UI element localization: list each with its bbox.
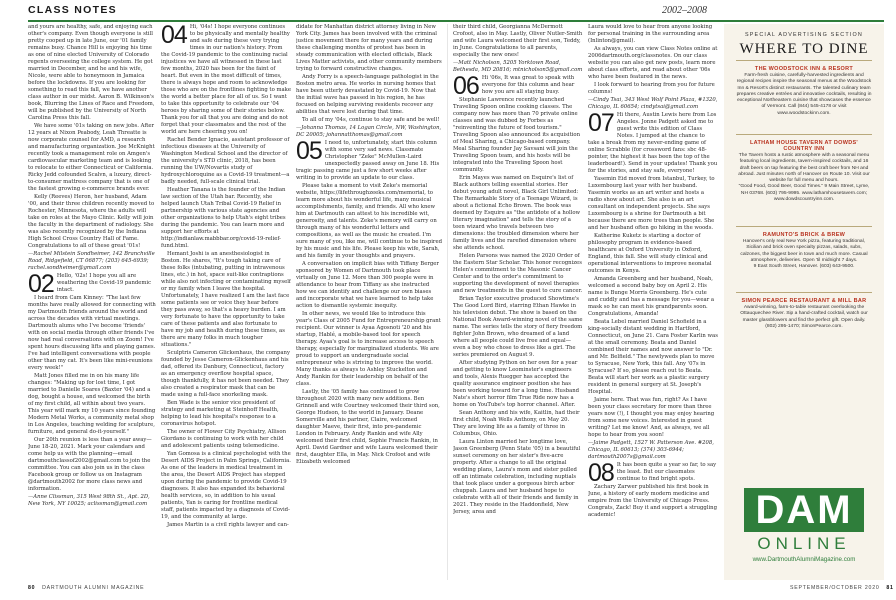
paragraph: Heather Tanana is the founder of the Indian law section of the Utah bar. Recently, she helped launch Utah Tribal Covid-19 Relief in partnership with various state agencies and other organizations to help Utah's eight tribes during the pandemic. You can learn more and support her efforts at http://indianlaw.mabbbar.org/covid-19-relief-fund.html. bbox=[161, 187, 286, 249]
restaurant-listing bbox=[736, 140, 872, 203]
year-numeral: 06 bbox=[453, 75, 479, 97]
sidebar-divider bbox=[736, 292, 872, 293]
paragraph: Hi, '04s! I hope everyone continues to be physically and mentally healthy and safe during these very trying times in our nation's history. From the Covid-19 pandemic to the continuing racial injustices we have all witnessed in these last few months, 2020 has been for the faint of heart. But even in the most difficult of times, there is always hope and room to acknowledge those who are on the frontlines fighting to make the world a better place for all of us. So I want to take this opportunity to celebrate our '04 heroes by sharing some of their stories below. Thank you for all that you are doing and do not forget that your classmates and the rest of the world are here cheering you on! bbox=[161, 24, 291, 135]
restaurant-listing bbox=[736, 232, 872, 270]
paragraph: I heard from Cam Kinney: "The last few months have really allowed for connecting with my Dartmouth friends around the world and across the decades with virtual meetings. Dartmouth alums who I've become 'friends' with on social media through other friends I've now had real conversations with on Zoom! I've spent hours discussing lifts and playing games. I've had intelligent conversations with people other than my cat. It's been like mini-reunions every week!" bbox=[28, 295, 156, 371]
header-rule-left bbox=[28, 20, 448, 22]
restaurant-name: THE WOODSTOCK INN & RESORT bbox=[754, 66, 854, 72]
ad-subtitle: ONLINE bbox=[757, 534, 851, 553]
paragraph: didate for Manhattan district attorney living in New York City. James has been involved with the criminal justice movement there for many years and during these challenging months of protest has been in steady communication with elected officials, Black Lives Matter activists, and other community members trying to forward constructive changes. bbox=[296, 24, 442, 72]
page-number-right: 81 bbox=[886, 585, 894, 591]
paragraph: A conversation on implicit bias with Tiffany Berger sponsored by Women of Dartmouth took place virtually on June 12. More than 300 people were in attendance to hear from Tiffany as she instructed how we can identify and challenge our own biases and incorporate what we have learned to help take action to dismantle systemic inequity. bbox=[296, 261, 439, 309]
restaurant-description: The Tavern hosts a rustic atmosphere with a seasonal menu featuring local ingredients, tavern-inspired cocktails, and 16 draft beers on tap featuring the best craft beer from NH and abroad. Just minutes north of Hanover on Route 10. Visit our website for full menu and hours. bbox=[738, 153, 870, 184]
paragraph: Kelly (Reeves) Heron, her husband, Adam '00, and their three children recently moved to Rochester, Minnesota, where the adults will take on roles at the Mayo Clinic. Kelly will join the faculty in the department of radiology. She was also recently recognized by the Indiana High School Cross Country Hall of Fame. Congratulations to all of these great '01s! bbox=[28, 194, 155, 249]
column-1 bbox=[28, 24, 156, 580]
paragraph: Erin Mayes was named on Esquire's list of Black authors telling essential stories. Her debut young adult novel, Black Girl Unlimited: The Remarkable Story of a Teenage Wizard, is about a fictional Echo Brown. The book was deemed by Esquire as "the antidote of a hollow literary imagination" and tells the story of a teen wizard who travels between two dimensions: the troubled dimension where her family lives and the rarefied dimension where she attends school. bbox=[453, 175, 581, 251]
ad-url-link[interactable]: www.DartmouthAlumniMagazine.com bbox=[752, 556, 856, 563]
paragraph: Jaime here. That was fun, right? As I have been your class secretary for more than three years now (!), I thought you may enjoy hearing from some new voices. Interested in guest writing? Let me know! And, as always, we all hope to hear from you soon! bbox=[588, 397, 715, 438]
paragraph: Hi '06s, It was great to speak with everyone for this column and hear how you are all staying busy. bbox=[481, 75, 575, 95]
paragraph: Matt Jones filled me in on his many life changes: "Making up for lost time, I got married to Danielle Soares (Baxter '04) and a dog, bought a house, and welcomed the birth of my first child, all within about two years. This year will mark my 10 years since founding Modern Metal Works, a community metal shop in Los Angeles, teaching welding for sculpture, furniture, and general do-it-yourself." bbox=[28, 373, 156, 435]
restaurant-contact: 9 East South Street, Hanover. (603) 643-9500. bbox=[753, 264, 855, 270]
class-05-note bbox=[296, 140, 442, 183]
paragraph: Hemant Joshi is an anesthesiologist in Boston. He shares, "It's tough taking care of these folks (intubating, putting in intravenous lines, etc.) in hot, space suit-like contraptions while also not infecting or contaminating myself or my family when I leave the hospital. Unfortunately, I have realized I am the last face some patients see or voice they hear before they pass away, so that's a heavy burden. I am very fortunate to have the opportunity to take care of these patients and also fortunate to have my job and health during these times, as there are many folks in much tougher situations." bbox=[161, 251, 291, 348]
signature: —Matt Nicholson, 5205 Yorktown Road, Bethesda, MD 20816; mtnicholson5@gmail.com bbox=[453, 60, 583, 73]
class-years: 2002–2008 bbox=[662, 5, 707, 16]
paragraph: Brian Taylor executive produced Showtime's The Good Lord Bird, starring Ethan Hawke in his television debut. The show is based on the National Book Award-winning novel of the same name. The series tells the story of fiery freedom fighter John Brown, who dreamed of a land where all people could live free and equal—even a boy who chose to dress like a girl. The series premiered on August 9. bbox=[453, 296, 583, 358]
paragraph: Lastly, the '05 family has continued to grow throughout 2020 with many new additions. Ben Grinnell and wife Courtney welcomed their third son, George Hudson, to the world in January. Deane Somerville and his partner, Claire, welcomed daughter Maeve, their first, into pre-pandemic London in February. Andy Rankin and wife Ally welcomed their first child, Sophie Francis Rankin, in April. David Gardner and wife Laura welcomed their first, daughter Ella, in May. Nick Crofoot and wife Elizabeth welcomed bbox=[296, 389, 440, 465]
paragraph: In other news, we would like to introduce this year's Class of 2005 Fund for Entrepreneurship grant recipient. Our winner is Ayaa Agosnoti '20 and his startup, Hablé, a mobile-based tool for speech therapy. Ayaa's goal is to increase access to speech therapy, especially for marginalized students. We are proud to support an undergraduate social entrepreneur who is striving to improve the world. Many thanks as always to Ashley Stuckelton and Andy Rankin for their leadership on behalf of the class. bbox=[296, 311, 441, 387]
paragraph: Yasemin Eid moved from Istanbul, Turkey, to Luxembourg last year with her husband. Yasemin works as an art writer and hosts a radio show about art. She also is an art consultant on independent projects. She says Luxembourg is a shrine for Dartmouth a bit because there are more trees than people. She and her husband often go hiking in the woods. bbox=[588, 176, 715, 231]
paragraph: I need to, unfortunately, start this column with some very sad news. Classmate Christopher "Zeke" McMullen-Laird unexpectedly passed away on June 18. His tragic passing came just a few short weeks after writing in to provide an update to our class. bbox=[296, 140, 440, 181]
restaurant-listing bbox=[736, 66, 872, 117]
paragraph: Katherine Kuketz is starting a doctor of philosophy program in evidence-based healthcare at Oxford University in Oxford, England, this fall. She will study clinical and operational interventions to improve neonatal outcomes in Kenya. bbox=[588, 233, 712, 274]
restaurant-name: SIMON PEARCE RESTAURANT & MILL BAR bbox=[741, 298, 867, 304]
paragraph: Laura would love to hear from anyone looking for personal training in the surrounding area (Inlinton@gmail). bbox=[588, 24, 713, 44]
restaurant-contact: (802) 295-1470; SimonPearce.com. bbox=[765, 323, 843, 329]
paragraph: their third child, Georgianna McDermott Crofoot, also in May. Lastly, Oliver Nutler-Smith and wife Laura welcomed their first son, Teddy, in June. Congratulations to all parents, especially the new ones! bbox=[453, 24, 583, 58]
sidebar-divider bbox=[736, 60, 872, 61]
ad-logo: DAM bbox=[744, 488, 864, 532]
class-06-note bbox=[453, 75, 583, 97]
paragraph: Yan Gomosa is a clinical psychologist with the Desert AIDS Project in Palm Springs, California. As one of the leaders in medical treatment in the area, the Desert AIDS Project has stepped upon during the pandemic to provide Covid-19 diagnoses. It also has expanded its behavioral health services, so, in addition to his usual patients, Yan is caring for frontline medical staff, patients impacted by a diagnosis of Covid-19, and the community at large. bbox=[161, 451, 291, 520]
restaurant-listing bbox=[736, 298, 872, 330]
column-3 bbox=[296, 24, 442, 580]
sidebar-divider bbox=[736, 134, 872, 135]
header-rule-right bbox=[448, 20, 884, 22]
sidebar-title: WHERE TO DINE bbox=[739, 41, 869, 57]
paragraph: To all of my '04s, continue to stay safe and be well! bbox=[302, 117, 440, 123]
paragraph: Sean Anthony and his wife, Kaitlin, had their first child, Noah Wells Anthony, on May 20. They are loving life as a family of three in Columbus, Ohio. bbox=[453, 410, 580, 437]
paragraph: After studying Python on her own for a year and getting to know Leominster's engineers and tools, Alexis Ruegger has accepted the quality assurance engineer position she has been working toward for a long time. Husband Nate's short horror film True Ride now has a home on YouTube's top horror channel. After. bbox=[453, 360, 580, 408]
paragraph: Stephanie Lawrence recently launched Traveling Spoon online cooking classes. The company now has more than 70 private online classes and was dubbed by Forbes as "reinventing the future of food tourism." Traveling Spoon also announced its acquisition of Meal Sharing, a Chicago-based company. Meal Sharing founder Jay Savsani will join the Traveling Spoon team, and his hosts will be integrated into the Traveling Spoon host community. bbox=[453, 97, 581, 173]
year-numeral: 04 bbox=[161, 24, 187, 49]
paragraph: The owner of Flower City Psychiatry, Allison Giordano is continuing to work with her child and adolescent patients using telemedicine. bbox=[161, 429, 286, 449]
paragraph: Sculptris Cameron Glickenhaus, the company founded by Jesse Cameron-Glickenhaus and his dad, offered its Danbury, Connecticut, factory as an emergency overflow hospital space, though thankfully, it has not been needed. They also created a respirator mask that can be made using a full-face snorkeling mask. bbox=[161, 350, 290, 398]
class-02-note bbox=[28, 273, 156, 295]
sidebar-divider bbox=[736, 226, 872, 227]
restaurant-description: Farm-fresh cuisine, carefully-harvested ingredients and regional recipes inspire the seasonal menus at the Woodstock Inn & Resort's distinct restaurants. The talented culinary team prepares creative entrées and innovative cocktails, resulting in exceptional Northeastern cuisine that showcases the essence of Vermont. Call (844) 545-4178 or visit www.woodstockinn.com. bbox=[736, 73, 872, 116]
dam-online-ad[interactable] bbox=[736, 488, 872, 568]
page-number-left: 80 bbox=[28, 585, 36, 591]
column-5 bbox=[588, 24, 718, 580]
signature: —Johanna Thomas, 14 Logan Circle, NW, Washington, DC 20005; johannatthomas@gmail.com bbox=[296, 125, 442, 138]
paragraph: It has been quite a year so far, to say the least. But our classmates continue to find bright spots. bbox=[616, 462, 717, 482]
paragraph: I look forward to hearing from you for future columns! bbox=[588, 82, 715, 95]
signature: —Rachel Milstein Sondheimer, 142 Branchville Road, Ridgefield, CT 06877; (203) 645-6939; rachel.sondheimer@gmail.com bbox=[28, 251, 155, 271]
paragraph: Andy Forry is a speech-language pathologist in the Boston metro area. He works in nursing homes that have been utterly devastated by Covid-19. Now that the initial wave has passed in his region, he has focused on helping surviving residents recover any abilities that were lost during that time. bbox=[296, 74, 439, 115]
paragraph: Laura Linton married her longtime love, Jason Greenberg (Penn State '05) in a beautiful sunset ceremony on her sister's five-acre property. After a change to all the original wedding plans, Laura's mom and sister pulled off an intimate celebration, including nuptials that took place under a gorgeous birch arbor chuppah. Laura and her husband hope to celebrate with all of their friends and family in 2021. They reside in the Haddonfield, New Jersey, area and bbox=[453, 439, 581, 515]
restaurant-contact: "Good Food, Good Beer, Good Times." 9 Main Street, Lyme, NH 03768. (603) 795-9995. www.lathamhousetavern.com; www.dowdscountryinn.com. bbox=[738, 184, 870, 203]
year-numeral: 02 bbox=[28, 273, 54, 295]
paragraph: Amanda Greenberg and her husband, Noah, welcomed a second baby boy on April 2. His name is Bunge Morris Greenberg. He's cute and cuddly and has a message for you—wear a mask so he can meet his grandparents soon. Congratulations, Amanda! bbox=[588, 276, 715, 317]
year-numeral: 08 bbox=[588, 462, 614, 484]
paragraph: James Martin is a civil rights lawyer and can- bbox=[167, 522, 289, 528]
magazine-name: DARTMOUTH ALUMNI MAGAZINE bbox=[42, 585, 145, 591]
paragraph: Our 20th reunion is less than a year away—June 18-20, 2021. Mark your calendars and come help us with the planning—email dartmouthclassof2002@gmail.com to join the committee. You can also join us in the class Facebook group or follow us on Instagram @dartmouth2002 for more class news and information. bbox=[28, 437, 152, 492]
year-numeral: 07 bbox=[588, 112, 614, 137]
restaurant-description: Hanover's only real New York pizza, featuring traditional, Sicilian and brick oven specialty pizzas, salads, subs, calzones, the biggest beer in town and much more. Casual atmosphere, deliveries. Open 'til midnight 7 days. bbox=[740, 239, 868, 263]
column-4 bbox=[453, 24, 583, 580]
column-2 bbox=[161, 24, 291, 580]
issue-date: SEPTEMBER/OCTOBER 2020 bbox=[790, 585, 880, 591]
signature: —Jaime Padgett, 1527 W. Patterson Ave. #208, Chicago, IL 60613; (374) 303-6944; dartmouth2007s@gmail.com bbox=[588, 440, 714, 460]
paragraph: Hi there, Austin Lewis here from Los Angeles. Jonne Padgett asked me to guest write this edition of Class Notes. I jumped at the chance to take a break from my never-ending game of online Scrabble (for crossword fans: sbc 48-pointer, the highest it has been the top of the leaderboard!). Send in your updates! Thank you for the stories, and stay safe, everyone! bbox=[588, 112, 718, 174]
signature: —Cindy Tsai, 343 West Wolf Point Plaza, #1320, Chicago, IL 60654; cindytsai@gmail.com bbox=[588, 97, 718, 110]
restaurant-name: RAMUNTO'S BRICK & BREW bbox=[762, 232, 846, 238]
restaurant-name: LATHAM HOUSE TAVERN AT DOWDS' COUNTRY INN bbox=[749, 140, 859, 152]
page-gutter bbox=[447, 24, 448, 580]
paragraph: Helen Parsons was named the 2020 Order of the Eastern Star Scholar. This honor recognizes Helen's commitment to the Masonic Cancer Center and to the order's commitment to supporting the development of novel therapies and new treatments in the quest to cure cancer. bbox=[453, 253, 583, 294]
paragraph: Zachary Zarwer published his first book in June, a history of early modern medicine and empire from the University of Chicago Press. Congrats, Zack! Buy it and support a struggling academic! bbox=[588, 484, 717, 518]
paragraph: Ben Wade is the senior vice president of strategy and marketing at Steinhoff Health, helping to lead his hospital's response to a coronavirus hotspot. bbox=[161, 400, 279, 427]
class-04-note bbox=[161, 24, 291, 137]
year-numeral: 05 bbox=[296, 140, 322, 165]
paragraph: As always, you can view Class Notes online at 2006dartmouth.org/classnotes. On our class website you can also get new posts, learn more about class efforts, and read about other '06s who have been featured in the news. bbox=[588, 46, 718, 80]
footer-left bbox=[28, 585, 144, 591]
paragraph: Please take a moment to visit Zeke's memorial website, https://lifethroughzeeks.com/memorial, to learn more about his wonderful life, many musical accomplishments, family, and friends. All who knew him at Dartmouth can attest to his incredible wit, generosity, and talents. Zeke's memory will carry on through many of his wonderful letters and compositions, as well as the music he created. I'm sure many of you, like me, will continue to be inspired by his music and his life. Please keep his wife, Sarah, and his family in your thoughts and prayers. bbox=[296, 183, 442, 259]
paragraph: Beata Lebel married Daniel Schofield in a king-socially distant wedding in Hartford, Connecticut, on June 21. Cara Foster Karlin was at the small ceremony. Beata and Daniel combined their names and now answer to "Dr. and Mr. Belfield." The newlyweds plan to move to Syracuse, New York, this fall. Any '07s in Syracuse? If so, please reach out to Beata. Beata will start her work as a plastic surgery resident in general surgery at St. Joseph's Hospital. bbox=[588, 319, 718, 395]
section-title: CLASS NOTES bbox=[28, 4, 117, 16]
paragraph: Rachel Bender Ignacio, assistant professor of infectious diseases at the University of Washington Medical School and the director of the university's STD clinic, 2018, has been running the UW/Novartis study of hydroxychloroquine as a Covid-19 treatment—a badly needed, full-scale clinical trial. bbox=[161, 137, 290, 185]
restaurant-description: Award-winning, farm-to-table restaurant overlooking the Ottauquechee River. Sip a hand-crafted cocktail, watch our master glassblowers and find the perfect gift. Open daily. bbox=[740, 305, 868, 323]
paragraph: and yours are healthy, safe, and enjoying each other's company. Even though everyone is still pretty cooped up in late June, our '01 family remains busy. Chance Hill is enjoying his time as one of nine elected University of Colorado regents overseeing the college system. He got married in December, and he and his wife, Nicole, were able to honeymoon in Jamaica before the lockdowns. If you are looking for something to read this fall, we have another class author in our midst. Aaron B. Wilkinson's book, Blurring the Lines of Race and Freedom, will be published by the University of North Carolina Press this fall. bbox=[28, 24, 155, 121]
footer-right bbox=[790, 585, 894, 591]
sidebar-kicker: SPECIAL ADVERTISING SECTION bbox=[744, 32, 864, 38]
signature: —Anne Clissman, 315 West 98th St., Apt. 2D, New York, NY 10025; aclissman@gmail.com bbox=[28, 494, 150, 507]
class-07-note bbox=[588, 112, 718, 176]
paragraph: Hello, '02s! I hope you all are weathering the Covid-19 pandemic intact. bbox=[56, 273, 152, 293]
class-08-note bbox=[588, 462, 718, 484]
paragraph: We have some '01s taking on new jobs. After 12 years at Nixon Peabody, Leah Threatte is now corporate counsel for AMD, a research and manufacturing organization. Joe McKnight recently took a management role on Amgen's cardiovascular marketing team and is looking to relocate to either Connecticut or California. Ricky Jedd cofounded Scalvn, a luxury, direct-to-consumer mattress company that is one of the fastest growing e-commerce brands ever. bbox=[28, 123, 155, 192]
